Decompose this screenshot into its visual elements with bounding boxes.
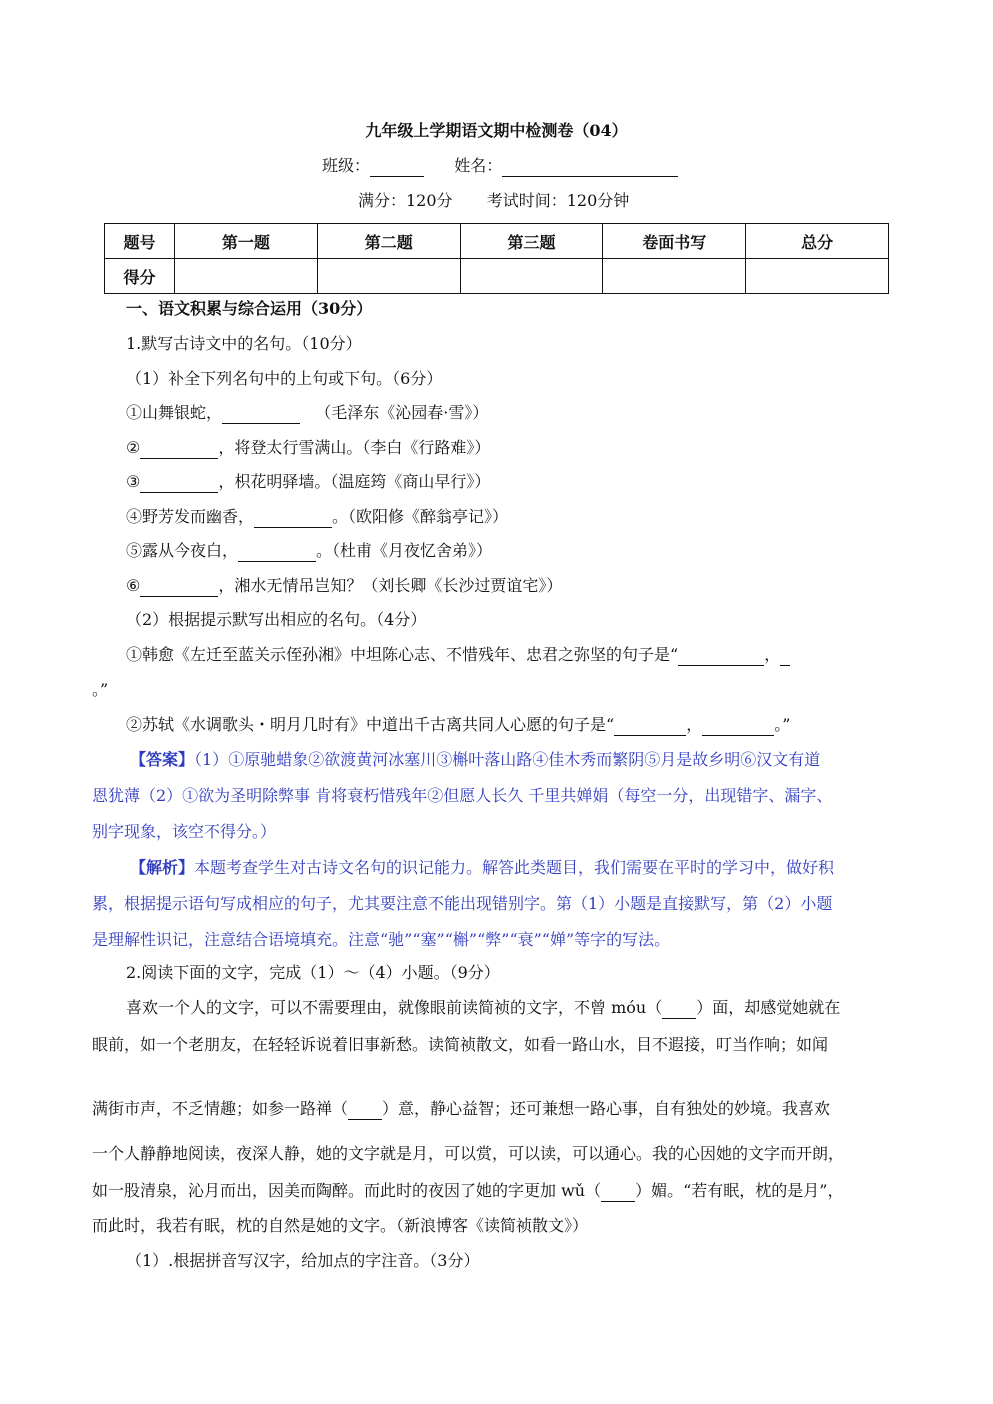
prompt-item-end: 。” xyxy=(92,680,109,699)
question-2-title: 2.阅读下面的文字，完成（1）～（4）小题。（9分） xyxy=(126,963,500,982)
recite-item xyxy=(126,437,490,459)
prompt-item xyxy=(126,644,790,666)
score-header-cell: 第二题 xyxy=(317,224,460,259)
question-1-title: 1.默写古诗文中的名句。（10分） xyxy=(126,334,362,353)
score-cell[interactable] xyxy=(746,259,889,294)
score-cell[interactable] xyxy=(175,259,318,294)
question-1-part-1: （1）补全下列名句中的上句或下句。（6分） xyxy=(126,369,443,388)
recite-item xyxy=(126,540,492,562)
answer-blank[interactable] xyxy=(254,509,332,528)
passage-line: 眼前，如一个老朋友，在轻轻诉说着旧事新愁。读简祯散文，如看一路山水，目不遐接，叮当作响；如闻 xyxy=(92,1035,829,1054)
answer-text: （1）①原驰蜡象②欲渡黄河冰塞川③槲叶落山路④佳木秀而繁阴⑤月是故乡明⑥汉文有道 xyxy=(194,750,821,769)
answer-blank[interactable] xyxy=(348,1101,382,1120)
section-heading: 一、语文积累与综合运用（30分） xyxy=(126,299,373,318)
full-score: 满分：120分 xyxy=(358,191,453,210)
score-header-cell: 题号 xyxy=(105,224,175,259)
prompt-item-sep: ， xyxy=(764,645,781,664)
recite-item-source: ，湘水无情吊岂知？（刘长卿《长沙过贾谊宅》） xyxy=(218,576,563,595)
exam-info-row xyxy=(358,190,629,212)
answer-line: 恩犹薄（2）①欲为圣明除弊事 肯将衰朽惜残年②但愿人长久 千里共婵娟（每空一分，出现错字、漏字、 xyxy=(92,786,833,805)
recite-item-source: 。（杜甫《月夜忆舍弟》） xyxy=(316,541,493,560)
recite-item-source: 。（欧阳修《醉翁亭记》） xyxy=(332,507,509,526)
class-label: 班级： xyxy=(322,156,371,175)
answer-blank[interactable] xyxy=(678,647,764,666)
answer-blank[interactable] xyxy=(238,543,316,562)
passage-text: 如一股清泉，沁月而出，因美而陶醉。而此时的夜因了她的字更加 wǔ（ xyxy=(92,1181,602,1200)
passage-line xyxy=(92,1098,830,1120)
recite-item-prefix: ⑥ xyxy=(126,576,141,595)
passage-line: 一个人静静地阅读，夜深人静，她的文字就是月，可以赏，可以读，可以通心。我的心因她的文字而开朗， xyxy=(92,1144,845,1163)
prompt-item-text: ②苏轼《水调歌头・明月几时有》中道出千古离共同人心愿的句子是“ xyxy=(126,715,615,734)
passage-text: ）面，却感觉她就在 xyxy=(696,998,841,1017)
score-header-cell: 总分 xyxy=(746,224,889,259)
score-table-header-row xyxy=(105,224,889,259)
answer-line xyxy=(130,749,820,771)
score-header-cell: 卷面书写 xyxy=(603,224,746,259)
score-cell[interactable] xyxy=(603,259,746,294)
recite-item-source: ，将登太行雪满山。（李白《行路难》） xyxy=(218,438,491,457)
analysis-line: 累，根据提示语句写成相应的句子，尤其要注意不能出现错别字。第（1）小题是直接默写，第（2）小题 xyxy=(92,894,833,913)
recite-item xyxy=(126,506,508,528)
name-label: 姓名： xyxy=(454,156,503,175)
page-title: 九年级上学期语文期中检测卷（04） xyxy=(365,121,628,140)
answer-blank[interactable] xyxy=(140,474,218,493)
answer-line: 别字现象，该空不得分。） xyxy=(92,822,277,841)
answer-blank[interactable] xyxy=(780,647,790,666)
exam-time: 考试时间：120分钟 xyxy=(486,191,630,210)
class-field[interactable] xyxy=(370,158,424,177)
passage-text: ）意，静心益智；还可兼想一路心事，自有独处的妙境。我喜欢 xyxy=(382,1099,831,1118)
recite-item-prefix: ⑤露从今夜白， xyxy=(126,541,239,560)
passage-text: ）媚。“若有眠，枕的是月”， xyxy=(635,1181,844,1200)
prompt-item-sep: 。” xyxy=(774,715,791,734)
score-row-label: 得分 xyxy=(105,259,175,294)
recite-item-prefix: ② xyxy=(126,438,141,457)
passage-line: 而此时，我若有眠，枕的自然是她的文字。（新浪博客《读简祯散文》） xyxy=(92,1216,589,1235)
analysis-line xyxy=(130,857,834,879)
answer-blank[interactable] xyxy=(601,1183,635,1202)
passage-line xyxy=(92,1180,843,1202)
score-cell[interactable] xyxy=(317,259,460,294)
score-header-cell: 第三题 xyxy=(460,224,603,259)
passage-text: 满街市声，不乏情趣；如参一路禅（ xyxy=(92,1099,349,1118)
analysis-tag: 【解析】 xyxy=(130,858,195,877)
recite-item-source: （毛泽东《沁园春·雪》） xyxy=(315,403,489,422)
answer-blank[interactable] xyxy=(140,440,218,459)
answer-blank[interactable] xyxy=(222,405,300,424)
answer-blank[interactable] xyxy=(140,578,218,597)
prompt-item-text: ①韩愈《左迁至蓝关示侄孙湘》中坦陈心志、不惜残年、忠君之弥坚的句子是“ xyxy=(126,645,679,664)
analysis-line: 是理解性识记，注意结合语境填充。注意“驰”“塞”“槲”“弊”“衰”“婵”等字的写法。 xyxy=(92,930,671,949)
recite-item xyxy=(126,402,488,424)
answer-tag: 【答案】 xyxy=(130,750,195,769)
analysis-text: 本题考查学生对古诗文名句的识记能力。解答此类题目，我们需要在平时的学习中，做好积 xyxy=(194,858,835,877)
prompt-item-sep: ， xyxy=(686,715,703,734)
score-table xyxy=(104,223,889,294)
recite-item xyxy=(126,575,562,597)
recite-item-prefix: ④野芳发而幽香， xyxy=(126,507,255,526)
student-info-row xyxy=(322,155,678,177)
passage-line xyxy=(126,997,840,1019)
question-2-sub-1: （1）.根据拼音写汉字，给加点的字注音。（3分） xyxy=(126,1251,480,1270)
recite-item xyxy=(126,471,490,493)
answer-blank[interactable] xyxy=(702,717,774,736)
score-header-cell: 第一题 xyxy=(175,224,318,259)
recite-item-prefix: ③ xyxy=(126,472,141,491)
score-cell[interactable] xyxy=(460,259,603,294)
recite-item-prefix: ①山舞银蛇， xyxy=(126,403,223,422)
passage-text: 喜欢一个人的文字，可以不需要理由，就像眼前读简祯的文字，不曾 móu（ xyxy=(126,998,663,1017)
prompt-item xyxy=(126,714,790,736)
question-1-part-2: （2）根据提示默写出相应的名句。（4分） xyxy=(126,610,427,629)
answer-blank[interactable] xyxy=(614,717,686,736)
recite-item-source: ，枳花明驿墙。（温庭筠《商山早行》） xyxy=(218,472,491,491)
name-field[interactable] xyxy=(502,158,678,177)
score-table-row xyxy=(105,259,889,294)
answer-blank[interactable] xyxy=(662,1000,696,1019)
